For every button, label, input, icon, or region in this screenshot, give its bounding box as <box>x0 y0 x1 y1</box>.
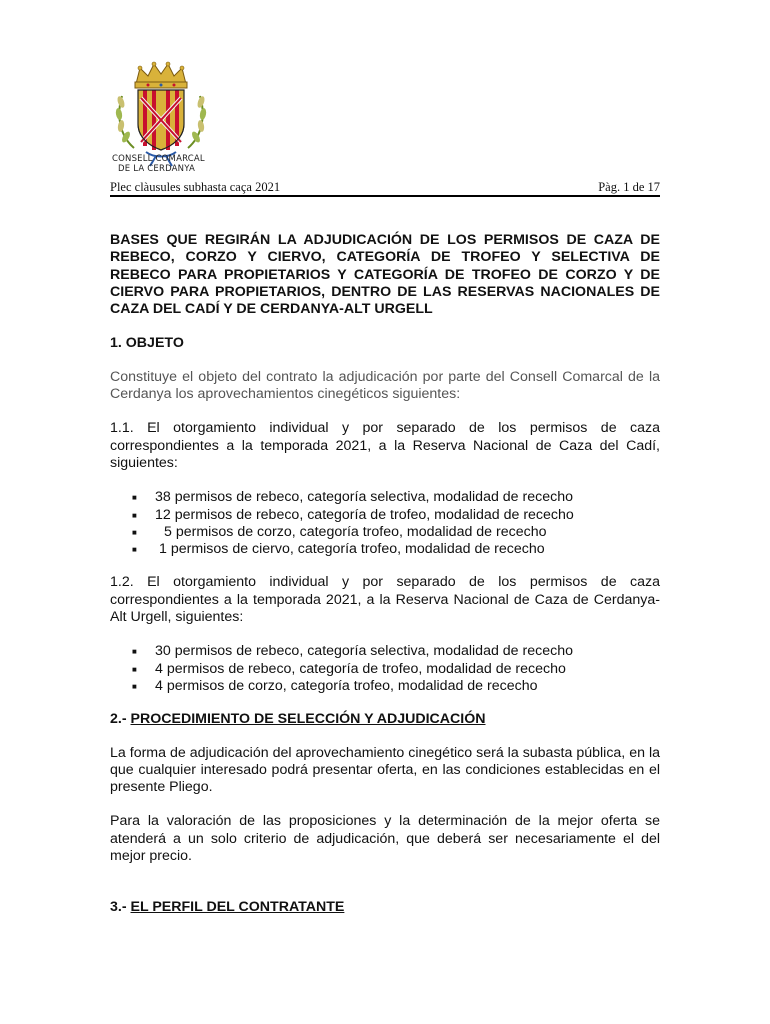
wheat-branch-left-icon <box>115 95 134 148</box>
section-2-heading <box>110 711 660 728</box>
list-item: ■ 30 permisos de rebeco, categoría selectiva, modalidad de rececho <box>110 643 660 660</box>
page-number: Pàg. 1 de 17 <box>598 180 660 194</box>
organization-name-line1: CONSELL COMARCAL <box>112 154 205 164</box>
list-item: ■ 4 permisos de rebeco, categoría de trofeo, modalidad de rececho <box>110 661 660 678</box>
section-2-paragraph-1: La forma de adjudicación del aprovechamiento cinegético será la subasta pública, en la que cualquier interesado podrá presentar oferta, en las condiciones establecidas en el presente Pliego. <box>110 744 660 796</box>
section-2-number: 2.- <box>110 711 127 728</box>
section-2-paragraph-2: Para la valoración de las proposiciones y la determinación de la mejor oferta se atenderá a un solo criterio de adjudicación, que deberá ser necesariamente el del mejor precio. <box>110 813 660 865</box>
section-1-2-paragraph: 1.2. El otorgamiento individual y por separado de los permisos de caza correspondientes a la temporada 2021, a la Reserva Nacional de Caza de Cerdanya- Alt Urgell, siguientes: <box>110 574 660 626</box>
crown-icon <box>135 62 187 88</box>
list-item: ■ 12 permisos de rebeco, categoría de trofeo, modalidad de rececho <box>110 507 660 524</box>
section-3-title: EL PERFIL DEL CONTRATANTE <box>130 899 345 916</box>
section-3-number: 3.- <box>110 899 127 916</box>
organization-name <box>112 154 205 174</box>
cadi-permits-list <box>110 489 660 558</box>
section-1-intro: Constituye el objeto del contrato la adjudicación por parte del Consell Comarcal de la Cerdanya los aprovechamientos cinegéticos siguientes: <box>110 368 660 403</box>
list-item: ■ 5 permisos de corzo, categoría trofeo, modalidad de rececho <box>110 524 660 541</box>
list-item: ■ 4 permisos de corzo, categoría trofeo, modalidad de rececho <box>110 678 660 695</box>
section-1-1-paragraph: 1.1. El otorgamiento individual y por separado de los permisos de caza correspondientes a la temporada 2021, a la Reserva Nacional de Caza del Cadí, siguientes: <box>110 420 660 471</box>
section-1-heading: 1. OBJETO <box>110 335 184 352</box>
cerdanya-permits-list <box>110 643 660 695</box>
section-2-title: PROCEDIMIENTO DE SELECCIÓN Y ADJUDICACIÓN <box>130 711 486 728</box>
document-header-title: Plec clàusules subhasta caça 2021 <box>110 180 281 194</box>
list-item: ■ 38 permisos de rebeco, categoría selectiva, modalidad de rececho <box>110 489 660 506</box>
wheat-branch-right-icon <box>188 95 207 148</box>
list-item: ■ 1 permisos de ciervo, categoría trofeo, modalidad de rececho <box>110 541 660 558</box>
organization-name-line2: DE LA CERDANYA <box>118 164 195 174</box>
shield-icon <box>138 90 184 150</box>
document-body <box>110 232 660 933</box>
document-title: BASES QUE REGIRÁN LA ADJUDICACIÓN DE LOS PERMISOS DE CAZA DE REBECO, CORZO Y CIERVO, CATEGORÍA DE TROFEO Y SELECTIVA DE REBECO PARA PROPIETARIOS Y CATEGORÍA DE TROFEO DE CORZO Y DE CIERVO PARA PROPIETARIOS, DENTRO DE LAS RESERVAS NACIONALES DE CAZA DEL CADÍ Y DE CERDANYA-ALT URGELL <box>110 232 660 318</box>
section-3-heading <box>110 899 660 916</box>
header-divider <box>110 195 660 197</box>
